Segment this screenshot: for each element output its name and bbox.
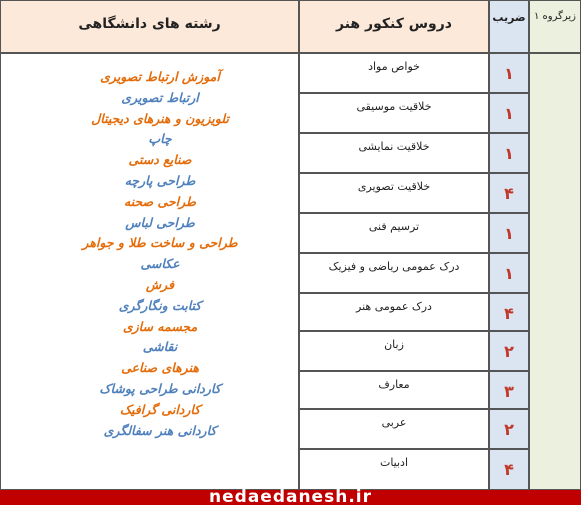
coef-value: ۱ <box>504 264 514 283</box>
exam-name: خلاقیت نمایشی <box>358 140 430 153</box>
coef-value: ۴ <box>504 184 514 203</box>
coef-cell <box>489 331 529 371</box>
header-coef-label: ضریب <box>492 11 526 24</box>
coef-cell <box>489 371 529 409</box>
table-row <box>299 409 489 449</box>
major-item: هنرهای صناعی <box>121 360 199 376</box>
exam-name: خواص مواد <box>368 60 420 73</box>
header-coef <box>489 0 529 53</box>
major-item: کاردانی هنر سفالگری <box>103 422 217 438</box>
footer-banner <box>0 487 581 505</box>
coef-cell <box>489 293 529 331</box>
subgroup-cell <box>529 53 581 490</box>
major-item: کتابت ونگارگری <box>118 297 202 313</box>
major-item: چاپ <box>148 131 172 147</box>
major-item: ارتباط تصویری <box>121 89 199 105</box>
exam-name: خلاقیت موسیقی <box>356 100 432 113</box>
exam-name: عربی <box>381 416 407 429</box>
major-item: عکاسی <box>140 256 180 272</box>
coef-cell <box>489 93 529 133</box>
exam-name: خلاقیت تصویری <box>357 180 431 193</box>
table-row <box>299 213 489 253</box>
major-item: کاردانی طراحی پوشاک <box>99 380 221 396</box>
major-item: تلویزیون و هنرهای دیجیتال <box>91 110 229 126</box>
table-row <box>299 331 489 371</box>
header-exams-label: دروس کنکور هنر <box>336 16 452 32</box>
table-row <box>299 133 489 173</box>
coef-value: ۳ <box>504 382 514 401</box>
coef-value: ۴ <box>504 460 514 479</box>
majors-list <box>60 67 260 441</box>
exam-name: درک عمومی ریاضی و فیزیک <box>328 260 460 273</box>
coef-value: ۱ <box>504 64 514 83</box>
major-item: مجسمه سازی <box>122 318 198 334</box>
exam-name: درک عمومی هنر <box>356 300 432 313</box>
major-item: آموزش ارتباط تصویری <box>100 69 220 84</box>
coef-value: ۱ <box>504 104 514 123</box>
table-row <box>299 173 489 213</box>
coef-cell <box>489 409 529 449</box>
exam-name: زبان <box>384 338 404 351</box>
major-item: طراحی پارچه <box>124 172 196 188</box>
coef-value: ۱ <box>504 144 514 163</box>
major-item: فرش <box>145 276 175 292</box>
footer-site: nedaedanesh.ir <box>209 487 372 505</box>
coef-cell <box>489 53 529 93</box>
header-exams <box>299 0 489 53</box>
coef-value: ۱ <box>504 224 514 243</box>
coef-cell <box>489 253 529 293</box>
table-row <box>299 371 489 409</box>
coef-value: ۴ <box>504 304 514 323</box>
header-subgroup <box>529 0 581 53</box>
header-subgroup-label: زیرگروه ۱ <box>533 11 577 22</box>
table-row <box>299 93 489 133</box>
coef-cell <box>489 133 529 173</box>
table-row <box>299 293 489 331</box>
header-majors <box>0 0 299 53</box>
major-item: طراحی لباس <box>125 214 195 230</box>
table-row <box>299 253 489 293</box>
coef-cell <box>489 173 529 213</box>
table-row <box>299 53 489 93</box>
major-item: طراحی صحنه <box>124 193 196 209</box>
exam-name: معارف <box>378 378 410 391</box>
coef-cell <box>489 449 529 490</box>
coef-value: ۲ <box>504 420 514 439</box>
major-item: کاردانی گرافیک <box>119 401 201 417</box>
coef-cell <box>489 213 529 253</box>
exam-name: ترسیم فنی <box>368 220 420 233</box>
header-majors-label: رشته های دانشگاهی <box>78 16 221 32</box>
coef-value: ۲ <box>504 342 514 361</box>
table-row <box>299 449 489 490</box>
major-item: طراحی و ساخت طلا و جواهر <box>82 235 238 251</box>
exam-name: ادبیات <box>379 456 409 469</box>
major-item: نقاشی <box>142 339 178 355</box>
major-item: صنایع دستی <box>128 152 192 168</box>
